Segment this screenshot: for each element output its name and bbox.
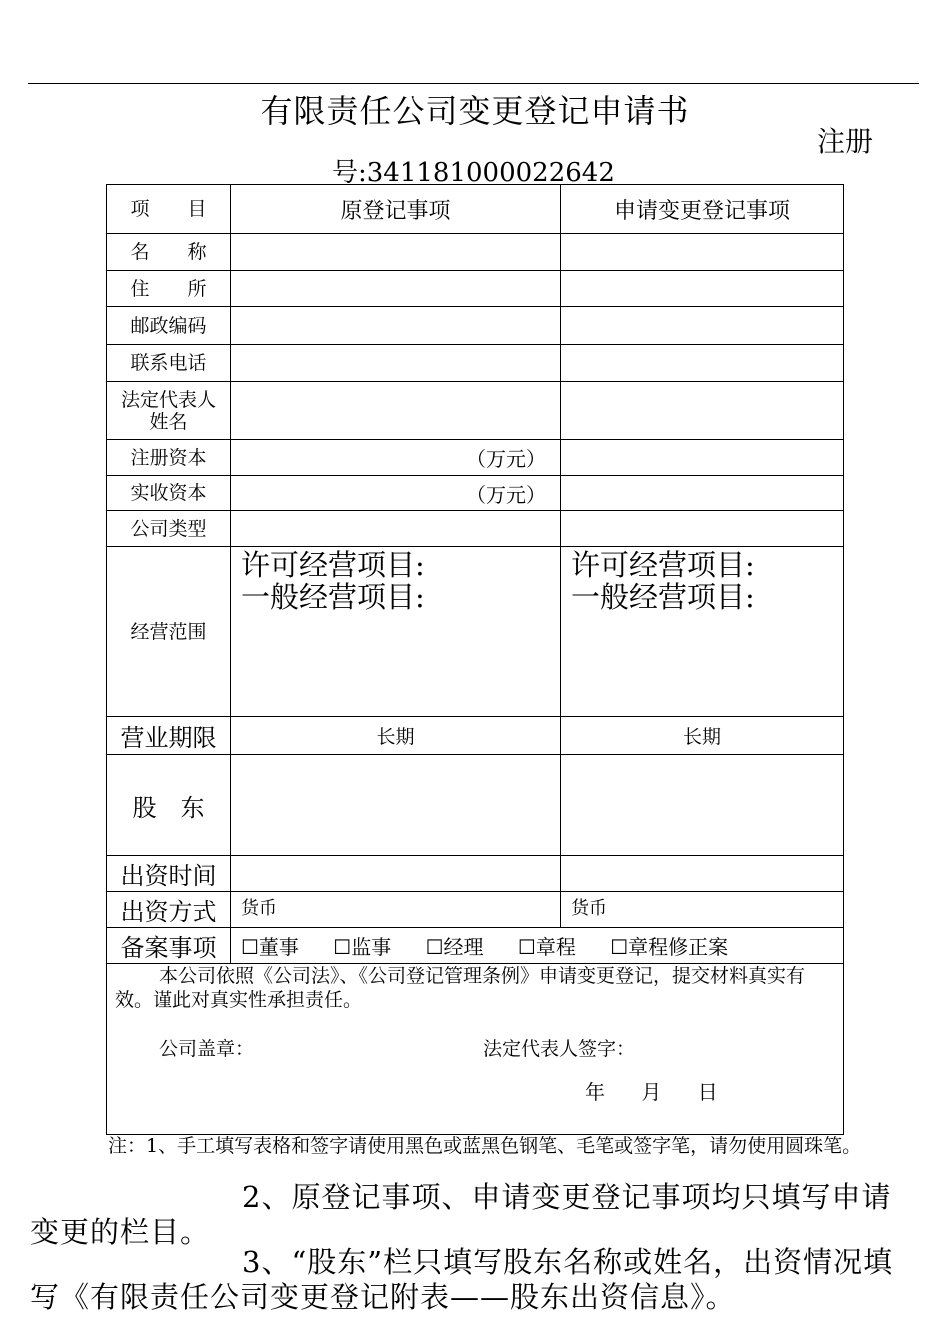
label-paid-capital: 实收资本 [107, 476, 231, 511]
field-company-type-change[interactable] [561, 511, 844, 547]
field-name-change[interactable] [561, 234, 844, 271]
registration-label: 注册 [817, 125, 874, 158]
unit-reg-capital[interactable]: （万元） [231, 440, 561, 476]
row-legal-rep [107, 382, 844, 440]
row-name [107, 234, 844, 271]
label-address: 住 所 [107, 271, 231, 307]
registration-number: 号:341181000022642 [332, 158, 615, 188]
label-reg-capital: 注册资本 [107, 440, 231, 476]
general-items-change: 一般经营项目: [571, 580, 755, 614]
checkbox-articles[interactable]: ☐章程 [517, 935, 576, 959]
company-seal-label: 公司盖章： [159, 1038, 255, 1060]
label-company-type: 公司类型 [107, 511, 231, 547]
header-item: 项 目 [107, 185, 231, 234]
field-legal-rep-change[interactable] [561, 382, 844, 440]
field-term-original[interactable]: 长期 [231, 717, 561, 755]
licensed-items-change: 许可经营项目: [571, 548, 755, 582]
general-items-original: 一般经营项目: [241, 580, 425, 614]
label-phone: 联系电话 [107, 345, 231, 382]
label-legal-rep: 法定代表人姓名 [107, 382, 231, 440]
field-address-original[interactable] [231, 271, 561, 307]
label-shareholders: 股 东 [107, 755, 231, 856]
row-invest-method [107, 892, 844, 928]
row-postcode [107, 307, 844, 345]
label-business-scope: 经营范围 [107, 547, 231, 717]
field-postcode-original[interactable] [231, 307, 561, 345]
header-change: 申请变更登记事项 [561, 185, 844, 234]
document-title: 有限责任公司变更登记申请书 [260, 92, 690, 130]
row-filing [107, 928, 844, 964]
checkbox-supervisors[interactable]: ☐监事 [333, 935, 392, 959]
declaration-cell [107, 964, 844, 1135]
row-business-scope [107, 547, 844, 717]
field-invest-method-original[interactable]: 货币 [231, 892, 561, 928]
row-declaration [107, 964, 844, 1135]
top-rule [28, 83, 919, 84]
label-postcode: 邮政编码 [107, 307, 231, 345]
field-invest-time-original[interactable] [231, 856, 561, 892]
row-shareholders [107, 755, 844, 856]
filing-options [231, 928, 844, 964]
note-2: 2、原登记事项、申请变更登记事项均只填写申请变更的栏目。 [30, 1180, 892, 1249]
field-paid-capital-change[interactable] [561, 476, 844, 511]
note-1: 注：1、手工填写表格和签字请使用黑色或蓝黑色钢笔、毛笔或签字笔，请勿使用圆珠笔。 [108, 1135, 862, 1157]
header-original: 原登记事项 [231, 185, 561, 234]
field-reg-capital-change[interactable] [561, 440, 844, 476]
field-shareholders-original[interactable] [231, 755, 561, 856]
field-shareholders-change[interactable] [561, 755, 844, 856]
row-phone [107, 345, 844, 382]
label-term: 营业期限 [107, 717, 231, 755]
label-invest-time: 出资时间 [107, 856, 231, 892]
checkbox-manager[interactable]: ☐经理 [425, 935, 484, 959]
declaration-text: 本公司依照《公司法》、《公司登记管理条例》申请变更登记，提交材料真实有效。谨此对真实性承担责任。 [115, 965, 806, 1011]
field-postcode-change[interactable] [561, 307, 844, 345]
field-invest-time-change[interactable] [561, 856, 844, 892]
checkbox-directors[interactable]: ☐董事 [241, 935, 299, 959]
field-phone-original[interactable] [231, 345, 561, 382]
application-form-table [106, 184, 844, 1135]
row-reg-capital [107, 440, 844, 476]
field-business-scope-original[interactable] [231, 547, 561, 717]
row-term [107, 717, 844, 755]
field-invest-method-change[interactable]: 货币 [561, 892, 844, 928]
row-paid-capital [107, 476, 844, 511]
header-row [107, 185, 844, 234]
field-company-type-original[interactable] [231, 511, 561, 547]
field-term-change[interactable]: 长期 [561, 717, 844, 755]
field-address-change[interactable] [561, 271, 844, 307]
note-3: 3、“股东”栏只填写股东名称或姓名，出资情况填写《有限责任公司变更登记附表——股东出资信息》。 [30, 1245, 894, 1314]
row-company-type [107, 511, 844, 547]
legal-rep-signature-label: 法定代表人签字： [483, 1038, 636, 1060]
label-filing: 备案事项 [107, 928, 231, 964]
date-label: 年 月 日 [585, 1080, 718, 1104]
field-phone-change[interactable] [561, 345, 844, 382]
field-name-original[interactable] [231, 234, 561, 271]
field-business-scope-change[interactable] [561, 547, 844, 717]
checkbox-articles-amendment[interactable]: ☐章程修正案 [610, 935, 729, 959]
licensed-items-original: 许可经营项目: [241, 548, 425, 582]
row-address [107, 271, 844, 307]
unit-paid-capital[interactable]: （万元） [231, 476, 561, 511]
field-legal-rep-original[interactable] [231, 382, 561, 440]
label-name: 名 称 [107, 234, 231, 271]
label-invest-method: 出资方式 [107, 892, 231, 928]
row-invest-time [107, 856, 844, 892]
